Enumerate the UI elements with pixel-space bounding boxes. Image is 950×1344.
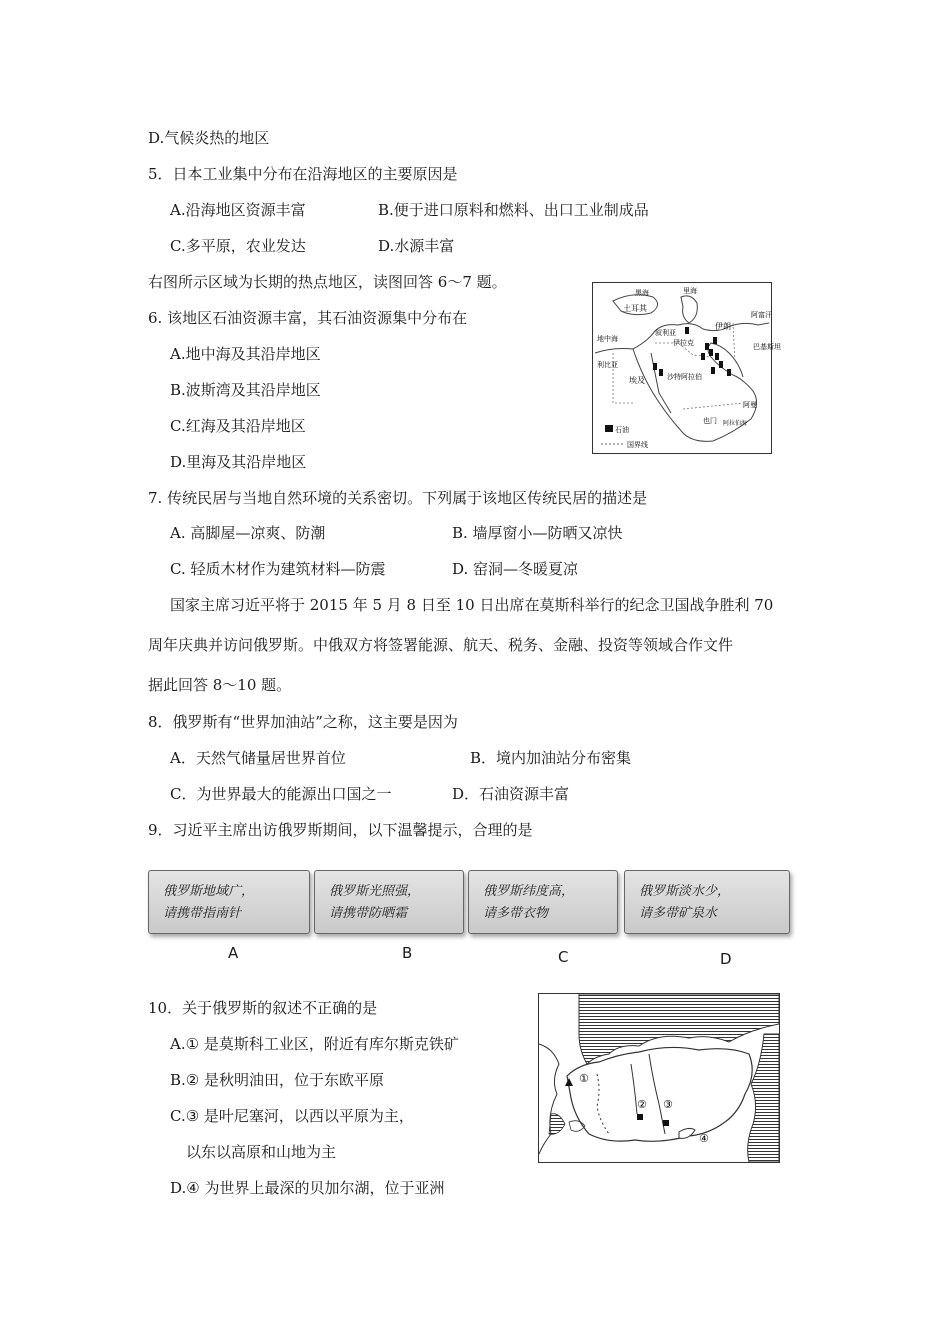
russia-map-drawing: [539, 994, 779, 1162]
q6-option-b: B.波斯湾及其沿岸地区: [170, 381, 321, 399]
q8-stem: 8．俄罗斯有“世界加油站”之称，这主要是因为: [148, 713, 458, 731]
label-arabian-sea: 阿拉伯海: [723, 420, 748, 427]
marker-3: ③: [663, 1098, 673, 1111]
label-iraq: 伊拉克: [673, 339, 694, 347]
label-iran: 伊朗: [715, 322, 731, 331]
legend-oil-label: 石油: [615, 426, 629, 434]
intro-8-10-line2: 周年庆典并访问俄罗斯。中俄双方将签署能源、航天、税务、金融、投资等领域合作文件: [148, 636, 734, 654]
q8-option-d: D．石油资源丰富: [452, 785, 570, 803]
q4-option-d: D.气候炎热的地区: [148, 129, 270, 147]
q8-option-a: A．天然气储量居世界首位: [170, 749, 346, 767]
q7-option-c: C. 轻质木材作为建筑材料—防震: [170, 560, 386, 578]
q9-card-a-text: 俄罗斯地域广， 请携带指南针: [163, 884, 255, 921]
marker-4: ④: [699, 1132, 709, 1145]
q7-option-d: D. 窑洞—冬暖夏凉: [452, 560, 579, 578]
label-yemen: 也门: [703, 417, 717, 425]
q9-card-d: [624, 870, 790, 934]
q9-card-d-label: D: [720, 950, 732, 968]
q7-stem: 7. 传统民居与当地自然环境的关系密切。下列属于该地区传统民居的描述是: [148, 489, 648, 507]
q9-card-b: [314, 870, 464, 934]
q9-card-b-label: B: [402, 944, 413, 962]
middle-east-map-drawing: [593, 283, 781, 453]
q9-card-a-label: A: [228, 944, 239, 962]
q7-option-a: A. 高脚屋—凉爽、防潮: [170, 524, 326, 542]
label-pakistan: 巴基斯坦: [753, 343, 781, 351]
q5-option-a: A.沿海地区资源丰富: [170, 201, 306, 219]
q5-option-c: C.多平原，农业发达: [170, 237, 306, 255]
legend-oil-symbol: [605, 425, 609, 432]
q5-stem: 5．日本工业集中分布在沿海地区的主要原因是: [148, 165, 458, 183]
q5-option-b: B.便于进口原料和燃料、出口工业制成品: [378, 201, 649, 219]
q10-option-c-line2: 以东以高原和山地为主: [186, 1143, 337, 1161]
q9-card-c-label: C: [558, 948, 569, 966]
q6-option-c: C.红海及其沿岸地区: [170, 417, 306, 435]
label-turkey: 土耳其: [623, 304, 647, 313]
q7-option-b: B. 墙厚窗小—防晒又凉快: [452, 524, 623, 542]
label-afghanistan: 阿富汗: [751, 311, 772, 319]
q9-card-b-text: 俄罗斯光照强， 请携带防晒霜: [329, 884, 421, 921]
label-oman: 阿曼: [743, 401, 757, 409]
marker-1: ①: [579, 1072, 589, 1085]
russia-map: [538, 993, 780, 1163]
q9-card-a: [148, 870, 310, 934]
intro-8-10-line3: 据此回答 8～10 题。: [148, 676, 292, 694]
q10-option-a: A.① 是莫斯科工业区，附近有库尔斯克铁矿: [170, 1035, 459, 1053]
q8-option-b: B．境内加油站分布密集: [470, 749, 632, 767]
q6-stem: 6. 该地区石油资源丰富，其石油资源集中分布在: [148, 309, 468, 327]
q5-option-d: D.水源丰富: [378, 237, 455, 255]
middle-east-map: [592, 282, 781, 454]
q9-card-d-text: 俄罗斯淡水少， 请多带矿泉水: [639, 884, 731, 921]
q6-option-a: A.地中海及其沿岸地区: [170, 345, 321, 363]
label-saudi: 沙特阿拉伯: [667, 373, 702, 381]
intro-8-10-line1: 国家主席习近平将于 2015 年 5 月 8 日至 10 日出席在莫斯科举行的纪念卫国战争胜利 70: [170, 596, 774, 614]
q8-option-c: C．为世界最大的能源出口国之一: [170, 785, 392, 803]
q6-option-d: D.里海及其沿岸地区: [170, 453, 307, 471]
q9-card-c-text: 俄罗斯纬度高， 请多带衣物: [483, 884, 575, 921]
q9-stem: 9．习近平主席出访俄罗斯期间，以下温馨提示，合理的是: [148, 821, 533, 839]
label-libya: 利比亚: [597, 361, 618, 369]
label-syria: 叙利亚: [655, 329, 676, 337]
label-mediterranean: 地中海: [597, 335, 618, 343]
label-egypt: 埃及: [629, 376, 645, 385]
marker-2: ②: [637, 1098, 647, 1111]
q10-option-b: B.② 是秋明油田，位于东欧平原: [170, 1071, 385, 1089]
q10-option-d: D.④ 为世界上最深的贝加尔湖，位于亚洲: [170, 1179, 445, 1197]
intro-6-7: 右图所示区域为长期的热点地区，读图回答 6～7 题。: [148, 273, 507, 291]
q9-cards: [148, 870, 798, 970]
q10-stem: 10．关于俄罗斯的叙述不正确的是: [148, 999, 378, 1017]
q10-option-c-line1: C.③ 是叶尼塞河，以西以平原为主，: [170, 1107, 414, 1125]
label-caspian: 里海: [683, 287, 697, 295]
q9-card-c: [468, 870, 618, 934]
legend-border-label: 国界线: [627, 441, 648, 449]
label-black-sea: 黑海: [635, 289, 649, 297]
